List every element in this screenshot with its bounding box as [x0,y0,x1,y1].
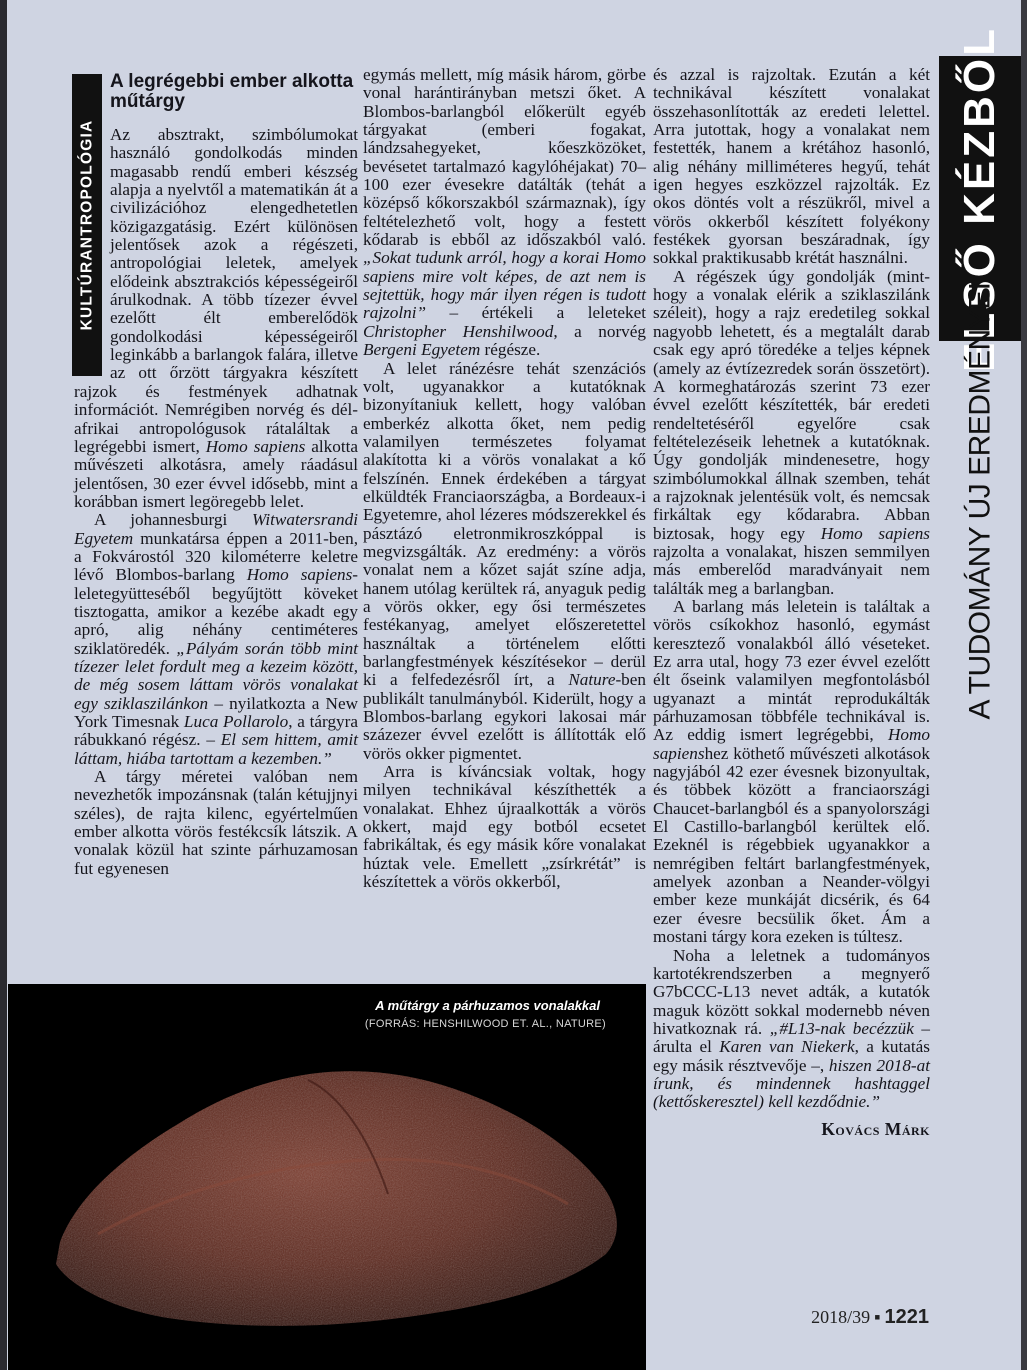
body-text: – árulta el [653,1018,930,1057]
body-text: Az absztrakt, szimbólumokat használó gondolkodás minden magasabb rendű emberi készség alapja a nyelvtől a matematikán át a civilizációhoz elengedhetetlen közigazgatásig. Ezért különösen jelentősek azok a régészeti, antropológiai leletek, amelyek elődeink absztrakciós képességeiről árulkodnak. A több tízezer évvel ezelőtt élt emberelődök gondolkodási képességeiről leginkább a barlangok falára, illetve az ott őrzött tárgyakra készített rajzok és festmények adhatnak információt. Nemrégiben norvég és dél-afrikai antropológusok rátaláltak a legrégebbi ismert, [74,125,358,456]
body-text: A lelet ránézésre tehát szenzációs volt, ugyanakkor a kutatóknak bizonyítaniuk kellett, hogy valóban emberkéz alkotta őket, nem pedig valamilyen természetes folyamat alakította ki a vörös vonalakat a kő felszínén. Ennek érdekében a tárgyat elküldték Franciaországba, a Bordeaux-i Egyetemre, ahol lézeres módszerekkel és pásztázó eletronmikroszkóppal is megvizsgálták. Az eredmény: a vörös vonalat nem a kőzet saját színe adja, hanem utólag kerültek rá, anyaguk pedig a vörös okker, egy ősi természetes festékanyag, amelyet előszeretettel használtak a történelem előtti barlangfestmények készítésekor – derül ki a felfedezésről írt, a [363,358,646,690]
body-text: munkatársa éppen a 2011-ben, a Fokvárostól 320 kilométerre keletre lévő Blombos-barlang [74,528,358,585]
italic-text: Homo sapiens [205,436,306,456]
body-text: -ben publikált tanulmányból. Kiderült, hogy a Blombos-barlang egykori lakosai már százezer évvel ezelőtt is állították elő vörös okker pigmentet. [363,670,646,763]
body-text: , a kutatás egy másik résztvevője –, [653,1037,930,1075]
page-folio [811,1306,929,1329]
body-text: A johannesburgi [94,510,252,530]
section-rubric-label: KULTÚRANTROPOLÓGIA [78,119,95,331]
body-text: régésze. [480,340,541,360]
italic-text: „Sokat tudunk arról, hogy a korai Homo sapiens mire volt képes, de azt nem is sejtettük, hogy már ilyen régen is tudott rajzolni” [363,248,646,323]
italic-text: Bergeni Egyetem [363,340,481,360]
column-body [74,126,358,878]
body-text: A tárgy méretei valóban nem nevezhetők impozánsnak (talán kétujjnyi széles), de rajta kilenc, egyértelműen ember alkotta vörös festékcsík látszik. A vonalak közül hat szinte párhuzamosan fut egyenesen [74,767,358,878]
page-edge-left [0,0,7,1370]
italic-text: Homo sapiens [653,725,930,763]
body-text: alkotta művészeti alkotásra, amely ráadásul jelentősen, 30 ezer évvel idősebb, mint a korábban ismert legöregebb lelet. [74,436,358,511]
side-subtitle: A TUDOMÁNY ÚJ EREDMÉNYEI [963,282,997,720]
italic-text: Karen van Niekerk [719,1037,855,1057]
article-column-3 [653,66,930,1138]
paragraph [363,66,646,360]
photo-caption-title: A műtárgy a párhuzamos vonalakkal [375,998,600,1013]
article-headline: A legrégebbi ember alkotta műtárgy [110,71,354,112]
folio-separator: ▪ [874,1307,881,1327]
paragraph [74,126,358,511]
paragraph [74,511,358,768]
paragraph [653,947,930,1112]
paragraph [653,268,930,598]
column-body [653,66,930,1112]
body-text: , a norvég [553,321,646,341]
photo-caption-credit: (FORRÁS: HENSHILWOOD ET. AL., NATURE) [364,1018,606,1030]
italic-text: „Pályám során több mint tízezer lelet fordult meg a kezeim között, de még sosem láttam vörös vonalakat egy sziklaszilánkon [74,638,358,713]
side-subtitle-box [939,282,1021,720]
article-column-2 [363,66,646,891]
body-text: egymás mellett, míg másik három, görbe vonal harántirányban metszi őket. A Blombos-barlangból előkerült egyéb tárgyakat (emberi fogakat, lándzsahegyeket, kőeszközöket, bevésetet tartalmazó kagylóhéjakat) 70–100 ezer évesekre datálták (tehát a középső kőkorszakból származnak), így feltételezhető volt, hogy a festett kődarab is ebből az időszakból való. [363,65,646,250]
paragraph [653,66,930,268]
article-column-1 [74,66,358,878]
body-text: rajzolta a vonalakat, hiszen semmilyen más emberelőd maradványait nem találták meg a barlangban. [653,541,930,598]
body-text: – nyilatkozta a New York Timesnak [74,693,358,731]
page-edge-right [1021,0,1027,1370]
italic-text: Witwatersrandi Egyetem [74,510,358,548]
body-text: – értékeli a leleteket [426,303,646,323]
body-text: -leletegyütteséből begyűjtött köveket tisztogatta, amikor a kezébe akadt egy apró, alig néhány centiméteres sziklatöredék. [74,565,358,658]
paragraph [363,360,646,764]
author-signature: Kovács Márk [821,1118,930,1139]
italic-text: Homo sapiens [820,523,930,543]
italic-text: Luca Pollarolo [183,712,289,731]
body-text: Noha a leletnek a tudományos kartotékrendszerben a megnyerő G7bCCC-L13 nevet adták, a kutatók maguk között sokkal modernebb néven hivatkoznak rá. [653,945,930,1038]
italic-text: Nature [568,670,616,690]
italic-text: El sem hittem, amit láttam, hiába tartottam a kezemben.” [74,730,358,768]
folio-issue: 2018/39 [811,1307,871,1327]
body-text: A régészek úgy gondolják (mint-hogy a vonalak elérik a sziklaszilánk széleit), hogy a rajz eredetileg sokkal nagyobb lehetett, és a megtalált darab csak egy apró töredéke a teljes képnek (amely az évtízezredek során összetört). A kormeghatározás szerint 73 ezer évvel ezelőtt készítették, bár eredeti rendeltetéséről egyelőre csak feltételezéseik lehetnek a kutatóknak. Úgy gondolják mindenesetre, hogy szimbólumokkal állnak szemben, tehát a rajzoknak jelentésük volt, és nemcsak firkáltak egy kődarabra. Abban biztosak, hogy egy [653,266,930,543]
artifact-photo [8,984,646,1370]
body-text: hez köthető művészeti alkotások nagyjából 42 ezer évesnek bizonyultak, és többek között a franciaországi Chaucet-barlangból és a spanyolországi El Castillo-barlangból kerültek elő. Ezeknél is régebbiek ugyanakkor a nemrégiben feltárt barlangfestmények, amelyek azonban a Neander-völgyi ember keze munkáját dicsérik, és 64 ezer évesre becsülik őket. Ám a mostani tárgy kora ezeken is túltesz. [653,743,930,947]
body-text: és azzal is rajzoltak. Ezután a két technikával készített vonalakat összehasonlították az eredeti lelettel. Arra jutottak, hogy a vonalakat nem festették, hanem a krétához hasonló, alig néhány milliméteres hegyű, tehát igen hegyes eszközzel rajzolták. Ez okos döntés volt a részükről, mivel a vörös okkerből készített folyékony festékek gyorsan beszáradnak, így sokkal praktikusabb krétát használni. [653,65,930,268]
italic-text: „#L13-nak becézzük [769,1018,914,1038]
body-text: Arra is kíváncsiak voltak, hogy milyen technikával készíthették a vonalakat. Ehhez újraalkották a vörös okkert, majd egy botból ecsetet fabrikáltak, és egy másik kőre vonalakat húztak vele. Emellett „zsírkrétát” is készítettek a vörös okkerből, [363,762,646,892]
rubric-spacer [74,66,110,372]
paragraph [653,598,930,947]
italic-text: Christopher Henshilwood [363,321,554,341]
folio-page-number: 1221 [884,1306,929,1328]
body-text: A barlang más leletein is találtak a vörös csíkokhoz hasonló, egymást keresztező vonalakból álló véseteket. Ez arra utal, hogy 73 ezer évvel ezelőtt élt őseink valamilyen megfontolásból ugyanazt a mintát reprodukálták párhuzamosan többféle technikával is. Az eddig ismert legrégebbi, [653,596,930,745]
artifact-stone-image [8,984,646,1370]
italic-text: hiszen 2018-at írunk, és mindennek hashtaggel (kettőskeresztel) kell kezdődnie.” [653,1055,931,1112]
paragraph [74,768,358,878]
body-text: , a tárgyra rábukkanó régész. – [74,712,359,750]
italic-text: Homo sapiens [246,565,353,585]
paragraph [363,763,646,891]
side-title: ELSŐ KÉZBŐL [955,25,1004,372]
column-body [363,66,646,891]
